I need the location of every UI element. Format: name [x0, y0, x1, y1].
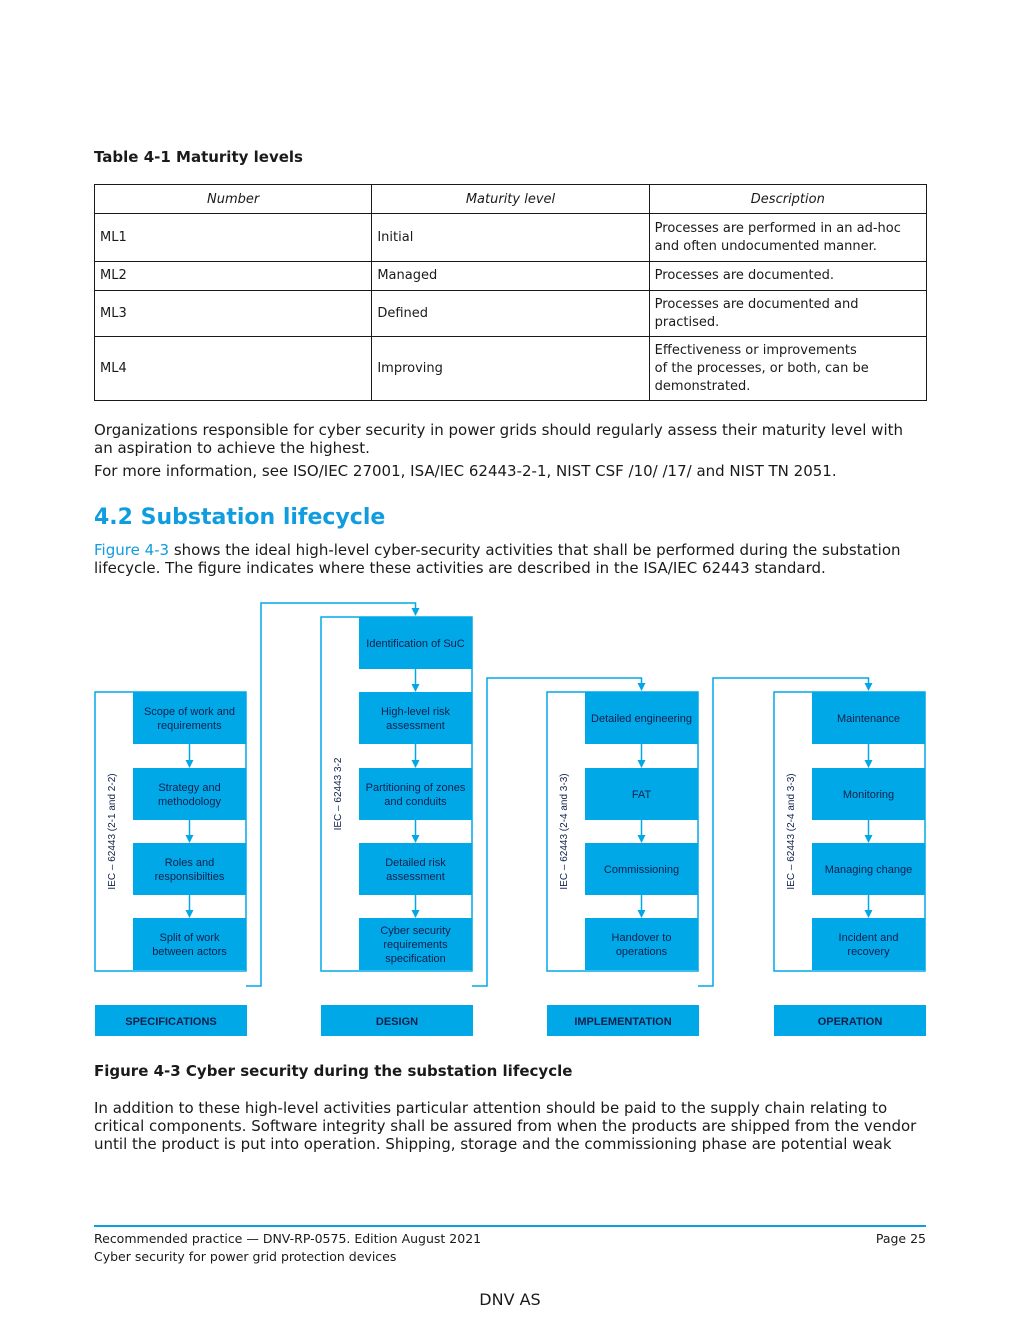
step-label: Split of work [159, 932, 220, 944]
table-cell-number: ML1 [95, 214, 372, 262]
paragraph-line: In addition to these high-level activities particular attention should be paid to the supply chain relating to [94, 1099, 888, 1117]
figure-caption: Figure 4-3 Cyber security during the substation lifecycle [94, 1062, 573, 1080]
arrow-head [865, 683, 873, 691]
step-label: requirements [383, 939, 448, 951]
company-name: DNV AS [479, 1290, 541, 1309]
step-box [359, 692, 472, 744]
description-line: of the processes, or both, can be [654, 360, 869, 376]
step-label: FAT [631, 789, 652, 801]
step-label: Strategy and [158, 782, 221, 794]
step-label: Detailed engineering [591, 713, 692, 725]
description-line: practised. [654, 314, 720, 330]
step-label: Commissioning [603, 864, 680, 876]
table-cell-number: ML2 [95, 262, 372, 291]
section-heading: 4.2 Substation lifecycle [94, 505, 386, 530]
arrow-head [186, 835, 194, 843]
description-line: demonstrated. [654, 378, 751, 394]
step-label: Identification of SuC [366, 638, 465, 650]
arrow-head [412, 910, 420, 918]
footer-subtitle: Cyber security for power grid protection devices [94, 1249, 397, 1264]
table-cell-number: ML3 [95, 291, 372, 337]
step-label: Managing change [824, 864, 913, 876]
references-paragraph: For more information, see ISO/IEC 27001, ISA/IEC 62443-2-1, NIST CSF /10/ /17/ and NIST TN 2051. [94, 462, 837, 480]
step-box [359, 768, 472, 820]
description-line: Processes are documented and [654, 296, 859, 312]
step-label: methodology [158, 796, 221, 808]
step-label: Scope of work and [143, 706, 236, 718]
step-label: Incident and [838, 932, 899, 944]
step-label: operations [615, 946, 668, 958]
figure-link[interactable]: Figure 4-3 [94, 541, 170, 559]
table-header-number: Number [95, 185, 372, 214]
standard-side-label: IEC – 62443 3-2 [333, 757, 344, 831]
step-box [133, 692, 246, 744]
arrow-head [865, 760, 873, 768]
standard-side-label: IEC – 62443 (2-1 and 2-2) [107, 773, 118, 890]
table-header-maturity-level: Maturity level [372, 185, 649, 214]
step-label: High-level risk [380, 706, 451, 718]
footer-document-title: Recommended practice — DNV-RP-0575. Edition August 2021 [94, 1231, 482, 1246]
step-label: Monitoring [842, 789, 895, 801]
arrow-head [412, 760, 420, 768]
table-header-description: Description [649, 185, 926, 214]
standard-side-label: IEC – 62443 (2-4 and 3-3) [559, 773, 570, 890]
step-label: requirements [157, 720, 222, 732]
description-line: Processes are performed in an ad-hoc [654, 220, 901, 236]
step-label: Detailed risk [385, 857, 446, 869]
arrow-head [186, 910, 194, 918]
step-label: Handover to [611, 932, 672, 944]
page-number: Page 25 [875, 1231, 926, 1246]
step-label: between actors [152, 946, 227, 958]
phase-label: OPERATION [817, 1016, 883, 1028]
description-line: Effectiveness or improvements [654, 342, 857, 358]
arrow-head [412, 684, 420, 692]
table-cell-level: Improving [372, 337, 649, 401]
arrow-head [412, 608, 420, 616]
step-box [133, 843, 246, 895]
paragraph-line: critical components. Software integrity shall be assured from when the products are shipped from the vendor [94, 1117, 917, 1135]
paragraph-line: Organizations responsible for cyber security in power grids should regularly assess their maturity level with [94, 421, 904, 439]
step-label: and conduits [384, 796, 447, 808]
arrow-head [638, 760, 646, 768]
standard-side-label: IEC – 62443 (2-4 and 3-3) [786, 773, 797, 890]
supply-chain-paragraph [94, 1099, 930, 1153]
table-cell-number: ML4 [95, 337, 372, 401]
step-box [359, 843, 472, 895]
step-label: recovery [847, 946, 890, 958]
arrow-head [865, 835, 873, 843]
step-label: assessment [386, 720, 445, 732]
description-line: Processes are documented. [654, 268, 835, 283]
step-box [585, 918, 698, 970]
arrow-head [638, 835, 646, 843]
step-label: Cyber security [380, 925, 451, 937]
step-label: Partitioning of zones [365, 782, 466, 794]
table-caption: Table 4-1 Maturity levels [94, 148, 303, 166]
phase-label: IMPLEMENTATION [574, 1016, 672, 1028]
step-label: assessment [386, 871, 445, 883]
arrow-head [186, 760, 194, 768]
step-label: Roles and [164, 857, 215, 869]
phase-label: DESIGN [375, 1016, 419, 1028]
arrow-head [638, 683, 646, 691]
table-cell-level: Defined [372, 291, 649, 337]
step-box [133, 768, 246, 820]
step-label: specification [385, 953, 446, 965]
footer-divider [94, 1225, 926, 1227]
paragraph-text: shows the ideal high-level cyber-security activities that shall be performed during the substation [169, 541, 901, 559]
paragraph-line: an aspiration to achieve the highest. [94, 439, 370, 457]
step-label: responsibilties [154, 871, 225, 883]
arrow-head [865, 910, 873, 918]
step-box [133, 918, 246, 970]
step-box [812, 918, 925, 970]
paragraph-line: until the product is put into operation. Shipping, storage and the commissioning phase are potential weak [94, 1135, 892, 1153]
phase-label: SPECIFICATIONS [125, 1016, 217, 1028]
table-cell-level: Initial [372, 214, 649, 262]
table-cell-level: Managed [372, 262, 649, 291]
arrow-head [638, 910, 646, 918]
description-line: and often undocumented manner. [654, 238, 877, 254]
paragraph-line: lifecycle. The figure indicates where these activities are described in the ISA/IEC 62443 standard. [94, 559, 826, 577]
step-label: Maintenance [837, 713, 900, 725]
arrow-head [412, 835, 420, 843]
